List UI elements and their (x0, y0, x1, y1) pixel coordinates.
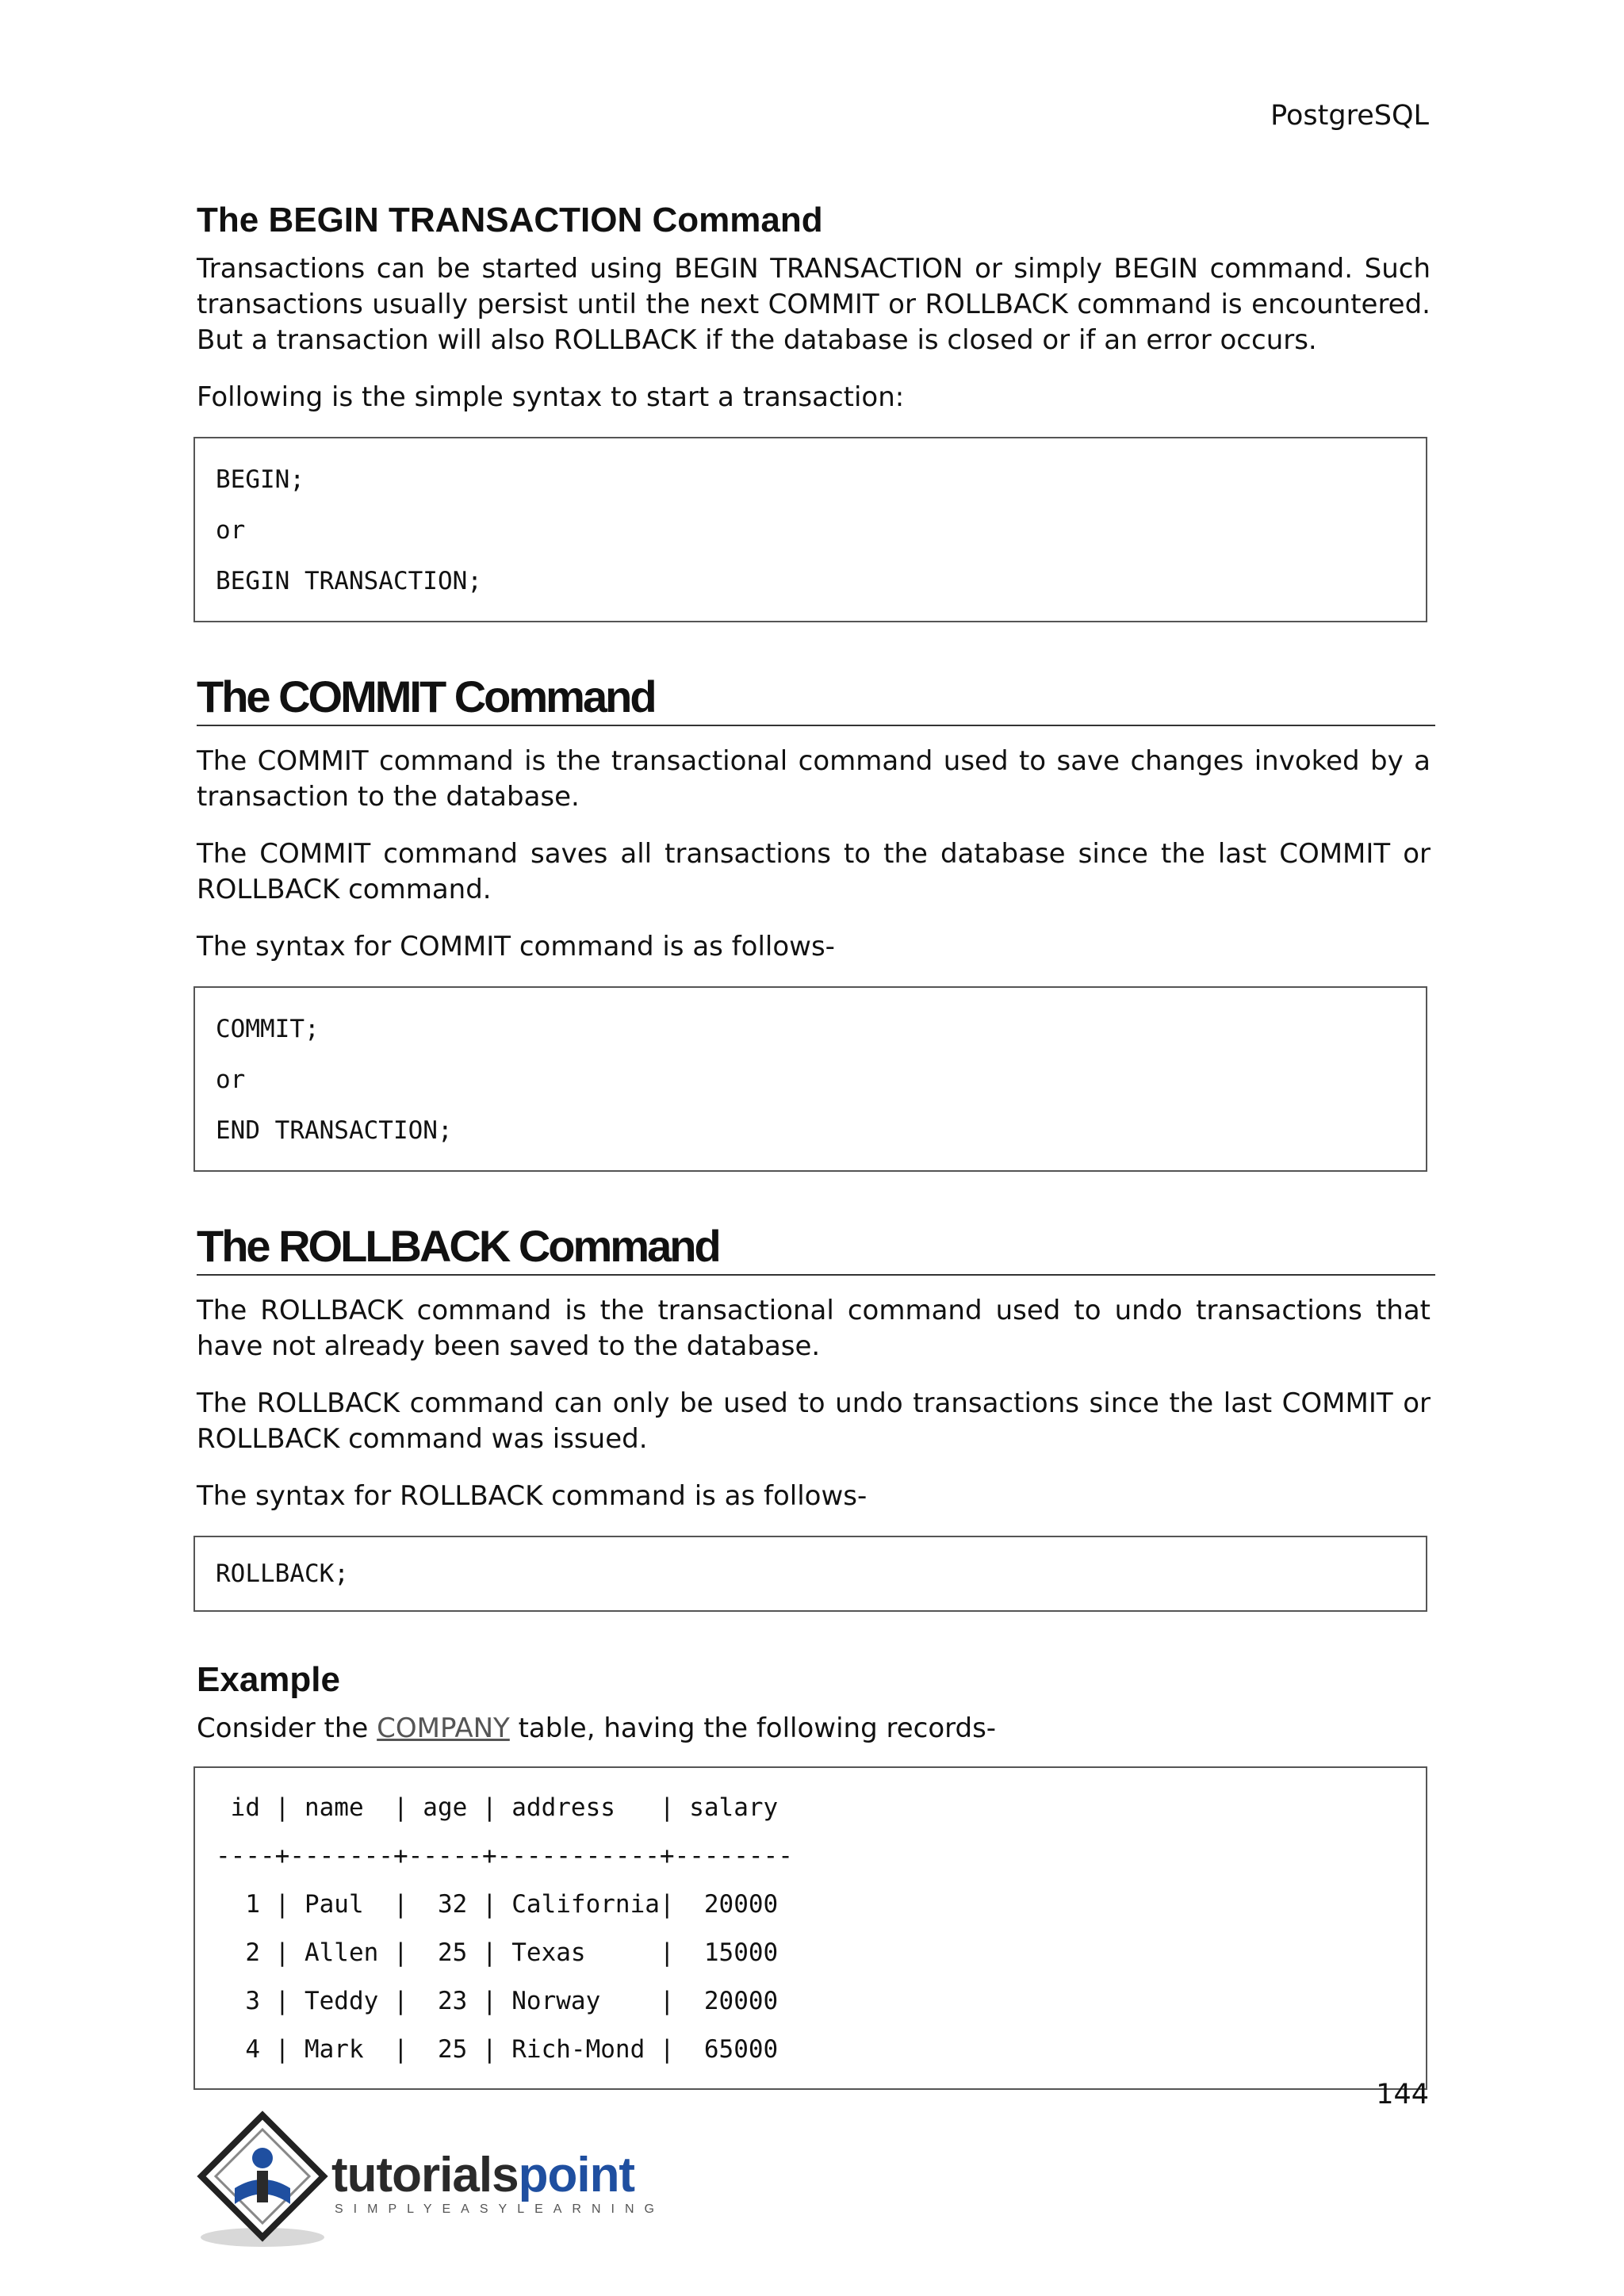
begin-code-block (193, 437, 1427, 622)
example-intro-suffix: table, having the following records- (509, 1712, 997, 1744)
rollback-code-block (193, 1536, 1427, 1612)
code-line: END TRANSACTION; (216, 1115, 453, 1145)
running-header: PostgreSQL (1270, 100, 1429, 132)
logo-main-text: tutorials (331, 2148, 519, 2202)
rollback-paragraph-3: The syntax for ROLLBACK command is as follows- (197, 1480, 868, 1513)
code-line: BEGIN TRANSACTION; (216, 566, 482, 595)
table-separator: ----+-------+-----+-----------+-------- (216, 1841, 793, 1870)
table-row: 4 | Mark | 25 | Rich-Mond | 65000 (216, 2034, 779, 2064)
company-table-block (193, 1766, 1427, 2090)
rollback-paragraph-2: The ROLLBACK command can only be used to undo transactions since the last COMMIT or ROLLBACK command was issued. (197, 1387, 1431, 1456)
page-content (197, 200, 1431, 2137)
table-header-row: id | name | age | address | salary (216, 1793, 779, 1822)
begin-heading: The BEGIN TRANSACTION Command (197, 201, 823, 239)
code-line: BEGIN; (216, 465, 304, 494)
table-row: 1 | Paul | 32 | California| 20000 (216, 1889, 779, 1919)
company-link[interactable]: COMPANY (377, 1712, 510, 1744)
commit-paragraph-2: The COMMIT command saves all transactions to the database since the last COMMIT or ROLLBACK command. (197, 837, 1431, 905)
table-row: 2 | Allen | 25 | Texas | 15000 (216, 1938, 779, 1967)
code-line: or (216, 1065, 246, 1094)
page-number: 144 (1376, 2079, 1429, 2110)
example-intro-prefix: Consider the (197, 1712, 377, 1744)
table-row: 3 | Teddy | 23 | Norway | 20000 (216, 1986, 779, 2015)
tutorialspoint-logo (195, 2109, 671, 2252)
logo-tagline: SIMPLYEASYLEARNING (335, 2202, 665, 2216)
code-line: COMMIT; (216, 1014, 320, 1043)
rollback-paragraph-1: The ROLLBACK command is the transactional command used to undo transactions that have not already been saved to the database. (197, 1295, 1431, 1363)
commit-paragraph-3: The syntax for COMMIT command is as follows- (197, 930, 835, 962)
begin-paragraph-2: Following is the simple syntax to start a transaction: (197, 381, 905, 413)
logo-emblem-icon (195, 2109, 330, 2252)
commit-code-block (193, 986, 1427, 1172)
example-intro (197, 1711, 1431, 1747)
rollback-heading: The ROLLBACK Command (197, 1219, 1435, 1276)
example-heading: Example (197, 1660, 340, 1700)
commit-paragraph-1: The COMMIT command is the transactional command used to save changes invoked by a transaction to the database. (197, 744, 1431, 813)
code-line: or (216, 515, 246, 545)
code-line: ROLLBACK; (216, 1559, 349, 1589)
commit-heading: The COMMIT Command (197, 670, 1435, 726)
begin-paragraph-1: Transactions can be started using BEGIN TRANSACTION or simply BEGIN command. Such transactions usually persist until the next COMMIT or ROLLBACK command is encountered. But a transaction will also ROLLBACK if the database is closed or if an error occurs. (197, 252, 1431, 356)
logo-accent-text: point (518, 2148, 635, 2202)
logo-wordmark (331, 2147, 634, 2203)
